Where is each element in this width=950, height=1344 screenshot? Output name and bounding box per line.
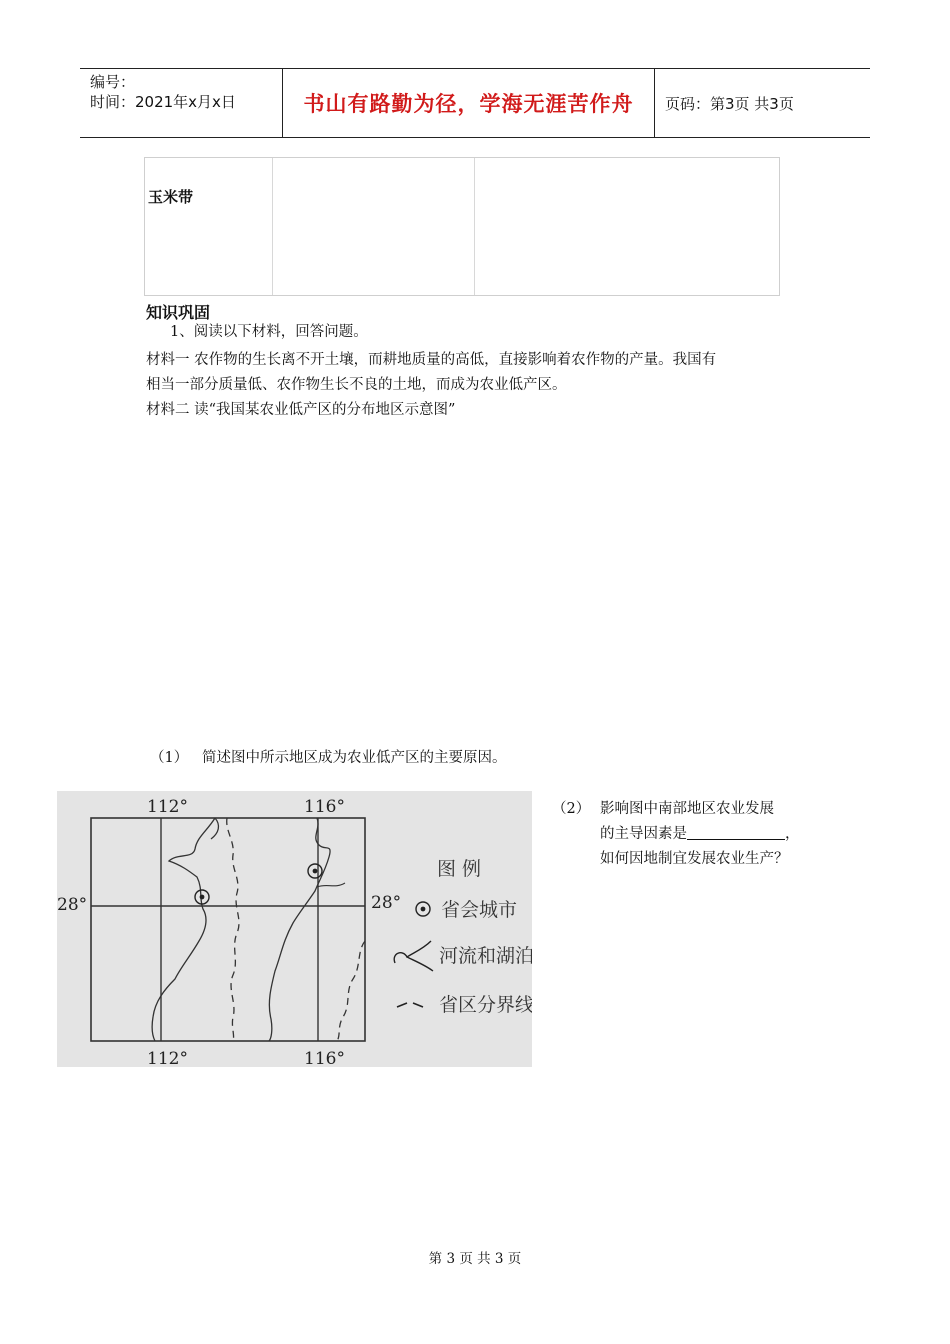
- legend-river-label: 河流和湖泊: [439, 945, 532, 967]
- material-two: 材料二 读“我国某农业低产区的分布地区示意图”: [146, 402, 456, 418]
- lat-label-left: 28°: [57, 895, 88, 915]
- capital-dot-east: [313, 869, 318, 874]
- table-cell-empty: [475, 158, 779, 295]
- table-cell-empty: [273, 158, 475, 295]
- region-map-svg: [57, 791, 532, 1067]
- question-two-number: （2）: [552, 801, 591, 817]
- material-one-line1: 材料一 农作物的生长离不开土壤，而耕地质量的高低，直接影响着农作物的产量。我国有: [146, 352, 717, 368]
- header-motto: 书山有路勤为径，学海无涯苦作舟: [282, 69, 655, 137]
- header-time-label: 时间：2021年x月x日: [90, 93, 236, 111]
- question-one-number: （1）: [150, 750, 189, 766]
- question-two-line2: 的主导因素是: [600, 826, 687, 842]
- crop-belt-table: [144, 157, 780, 296]
- capital-dot-west: [200, 895, 205, 900]
- question-two-comma: ，: [785, 826, 800, 842]
- legend-capital-icon-dot: [421, 907, 426, 912]
- header-number-label: 编号：: [90, 73, 136, 91]
- question-two-line3: 如何因地制宜发展农业生产？: [600, 851, 789, 867]
- header-meta: [80, 69, 282, 137]
- material-one-line2: 相当一部分质量低、农作物生长不良的土地，而成为农业低产区。: [146, 377, 567, 393]
- question-two-line1: 影响图中南部地区农业发展: [600, 801, 774, 817]
- question-one-text: 简述图中所示地区成为农业低产区的主要原因。: [202, 750, 507, 766]
- section-title: 知识巩固: [146, 303, 211, 322]
- question-one: [150, 746, 507, 767]
- page-footer: 第 3 页 共 3 页: [428, 1251, 522, 1267]
- lat-label-right: 28°: [371, 893, 402, 913]
- page-header: [80, 68, 870, 138]
- lon-label-top-left: 112°: [147, 797, 188, 817]
- lon-label-bottom-right: 116°: [304, 1049, 345, 1067]
- map-background: [57, 791, 532, 1067]
- lon-label-bottom-left: 112°: [147, 1049, 188, 1067]
- answer-blank[interactable]: [687, 823, 785, 840]
- question-intro: 1、阅读以下材料，回答问题。: [170, 324, 368, 340]
- table-row-label: 玉米带: [145, 158, 273, 295]
- legend-capital-label: 省会城市: [441, 899, 518, 921]
- legend-boundary-label: 省区分界线: [439, 994, 532, 1016]
- region-map: [57, 791, 532, 1067]
- legend-title: 图 例: [437, 858, 482, 880]
- lon-label-top-right: 116°: [304, 797, 345, 817]
- header-page-label: 页码：第3页 共3页: [665, 94, 794, 113]
- question-two: [552, 797, 842, 872]
